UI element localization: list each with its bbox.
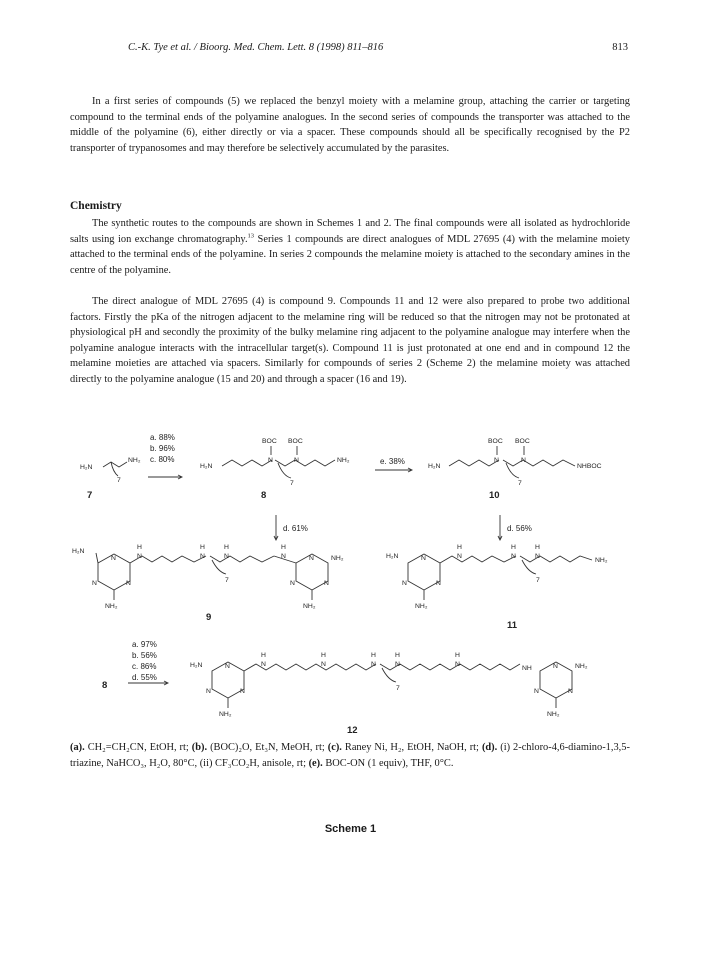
reference-13: 13 xyxy=(247,232,255,240)
journal-citation: C.-K. Tye et al. / Bioorg. Med. Chem. Lett. 8 (1998) 811–816 xyxy=(128,42,384,53)
atom-n: N xyxy=(309,555,314,562)
chain-12-right xyxy=(380,664,520,670)
atom-n: N xyxy=(568,688,573,695)
note-label-b: (b). xyxy=(191,742,208,753)
compound-label-12: 12 xyxy=(347,725,358,736)
atom-boc: BOC xyxy=(515,438,530,445)
atom-nh2: NH₂ xyxy=(331,555,344,562)
atom-h: H xyxy=(511,544,516,551)
chain-8-right xyxy=(275,460,335,466)
atom-h: H xyxy=(281,544,286,551)
atom-n: N xyxy=(137,553,142,560)
atom-n: N xyxy=(240,688,245,695)
condition-d-56: d. 56% xyxy=(507,524,532,533)
atom-h: H xyxy=(321,652,326,659)
compound-label-11: 11 xyxy=(507,620,518,631)
note-label-c: (c). xyxy=(327,742,342,753)
atom-h2n: H₂N xyxy=(72,548,85,555)
atom-h2n: H₂N xyxy=(80,464,93,471)
atom-n: N xyxy=(268,457,273,464)
atom-n: N xyxy=(200,553,205,560)
atom-n: N xyxy=(225,663,230,670)
note-label-a: (a). xyxy=(70,742,85,753)
atom-n: N xyxy=(92,580,97,587)
condition-b-56: b. 56% xyxy=(132,651,157,660)
page-number: 813 xyxy=(612,42,628,53)
atom-h2n: H₂N xyxy=(190,662,203,669)
atom-boc: BOC xyxy=(288,438,303,445)
atom-h: H xyxy=(137,544,142,551)
condition-e-38: e. 38% xyxy=(380,457,405,466)
atom-index: 7 xyxy=(518,480,522,487)
atom-n: N xyxy=(261,661,266,668)
compound-label-10: 10 xyxy=(489,490,500,501)
atom-index: 7 xyxy=(536,577,540,584)
condition-c-80: c. 80% xyxy=(150,455,175,464)
reagent-notes xyxy=(70,740,630,771)
note-label-e: (e). xyxy=(308,757,323,769)
chain-7 xyxy=(103,462,127,467)
atom-nh2: NH₂ xyxy=(105,603,118,610)
condition-d-55: d. 55% xyxy=(132,673,157,682)
condition-b-96: b. 96% xyxy=(150,444,175,453)
atom-n: N xyxy=(553,663,558,670)
scheme-title: Scheme 1 xyxy=(324,823,377,835)
condition-c-86: c. 86% xyxy=(132,662,157,671)
note-label-d: (d). xyxy=(481,742,498,753)
atom-nh2: NH₂ xyxy=(595,557,608,564)
intro-paragraph: In a first series of compounds (5) we replaced the benzyl moiety with a melamine group, attaching the carrier or targeting compound to the terminal ends of the polyamine analogues. In the second series of compounds the transporter was attached to the middle of the polyamine (6), either directly or via a spacer. These compounds should all be specifically recognised by the P2 transporter of trypanosomes and may therefore be selectively accumulated by the parasites. xyxy=(70,96,630,154)
atom-n: N xyxy=(294,457,299,464)
condition-d-61: d. 61% xyxy=(283,524,308,533)
atom-n: N xyxy=(457,553,462,560)
chain-10-left xyxy=(449,460,499,466)
note-text-c: Raney Ni, H₂, EtOH, NaOH, rt; xyxy=(344,742,479,753)
atom-h2n: H₂N xyxy=(386,553,399,560)
atom-n: N xyxy=(455,661,460,668)
atom-h2n: H₂N xyxy=(200,463,213,470)
atom-n: N xyxy=(324,580,329,587)
compound-label-7: 7 xyxy=(87,490,93,501)
atom-index: 7 xyxy=(396,685,400,692)
compound-label-9: 9 xyxy=(206,612,212,623)
note-text-a: CH₂=CH₂CN, EtOH, rt; xyxy=(87,742,189,753)
atom-h: H xyxy=(455,652,460,659)
atom-h: H xyxy=(457,544,462,551)
atom-n: N xyxy=(521,457,526,464)
atom-n: N xyxy=(436,580,441,587)
atom-nh: NH xyxy=(522,665,532,672)
atom-n: N xyxy=(321,661,326,668)
section-heading: Chemistry xyxy=(70,200,122,212)
note-text-d: (i) 2-chloro-4,6-diamino-1,3,5-triazine, NaHCO₃, H₂O, 80°C, (ii) CF₃CO₂H, anisole, rt; xyxy=(70,742,630,769)
note-text-e: BOC-ON (1 equiv), THF, 0°C. xyxy=(325,757,454,769)
atom-nh2: NH₂ xyxy=(415,603,428,610)
atom-boc: BOC xyxy=(488,438,503,445)
atom-nh2: NH₂ xyxy=(547,711,560,718)
atom-h: H xyxy=(224,544,229,551)
atom-h2n: H₂N xyxy=(428,463,441,470)
chemistry-p1-text: The synthetic routes to the compounds are shown in Schemes 1 and 2. The final compounds were all isolated as hydrochloride salts using ion exchange chromatography. xyxy=(70,218,630,245)
atom-n: N xyxy=(290,580,295,587)
atom-nh2: NH₂ xyxy=(575,663,588,670)
chain-11 xyxy=(440,556,516,563)
atom-n: N xyxy=(371,661,376,668)
compound-label-8-start: 8 xyxy=(102,680,108,691)
chain-10-right xyxy=(503,460,575,466)
atom-nhboc: NHBOC xyxy=(577,463,602,470)
atom-h: H xyxy=(535,544,540,551)
atom-n: N xyxy=(206,688,211,695)
chemistry-paragraph-2: The direct analogue of MDL 27695 (4) is compound 9. Compounds 11 and 12 were also prepared to probe two additional factors. Firstly the pKa of the nitrogen adjacent to the melamine ring will be reduced so that the nitrogen may not be protonated at physiological pH and secondly the proximity of the bulky melamine ring adjacent to the polyamine analogue may interfere when the polyamine analogue interacts with the intracellular target(s). Compound 11 is just protonated at one end and in compound 12 the melamine moieties are attached via spacers. Similarly for compounds of series 2 (Scheme 2) the melamine moiety was attached directly to the polyamine analogue (15 and 20) and through a spacer (16 and 19). xyxy=(70,296,630,385)
condition-a-97: a. 97% xyxy=(132,640,157,649)
atom-nh2: NH₂ xyxy=(337,457,350,464)
atom-nh2: NH₂ xyxy=(128,457,141,464)
atom-n: N xyxy=(402,580,407,587)
atom-n: N xyxy=(421,555,426,562)
atom-n: N xyxy=(111,555,116,562)
atom-nh2: NH₂ xyxy=(303,603,316,610)
atom-n: N xyxy=(395,661,400,668)
chain-8-left xyxy=(222,460,272,466)
chemistry-p1-text-cont: Series 1 compounds are direct analogues of MDL 27695 (4) with the melamine moiety attached to the terminal ends of the polyamine. In series 2 compounds the melamine moiety is attached to the secondary amines in the centre of the polyamine. xyxy=(70,233,630,276)
atom-nh2: NH₂ xyxy=(219,711,232,718)
atom-n: N xyxy=(494,457,499,464)
atom-h: H xyxy=(200,544,205,551)
atom-index: 7 xyxy=(225,577,229,584)
atom-h: H xyxy=(261,652,266,659)
condition-a-88: a. 88% xyxy=(150,433,175,442)
atom-n: N xyxy=(534,688,539,695)
compound-label-8: 8 xyxy=(261,490,267,501)
atom-index: 7 xyxy=(290,480,294,487)
atom-index: 7 xyxy=(117,477,121,484)
atom-boc: BOC xyxy=(262,438,277,445)
atom-h: H xyxy=(395,652,400,659)
atom-n: N xyxy=(281,553,286,560)
atom-n: N xyxy=(224,553,229,560)
note-text-b: (BOC)₂O, Et₃N, MeOH, rt; xyxy=(210,742,325,753)
atom-n: N xyxy=(511,553,516,560)
atom-n: N xyxy=(126,580,131,587)
atom-n: N xyxy=(535,553,540,560)
atom-h: H xyxy=(371,652,376,659)
